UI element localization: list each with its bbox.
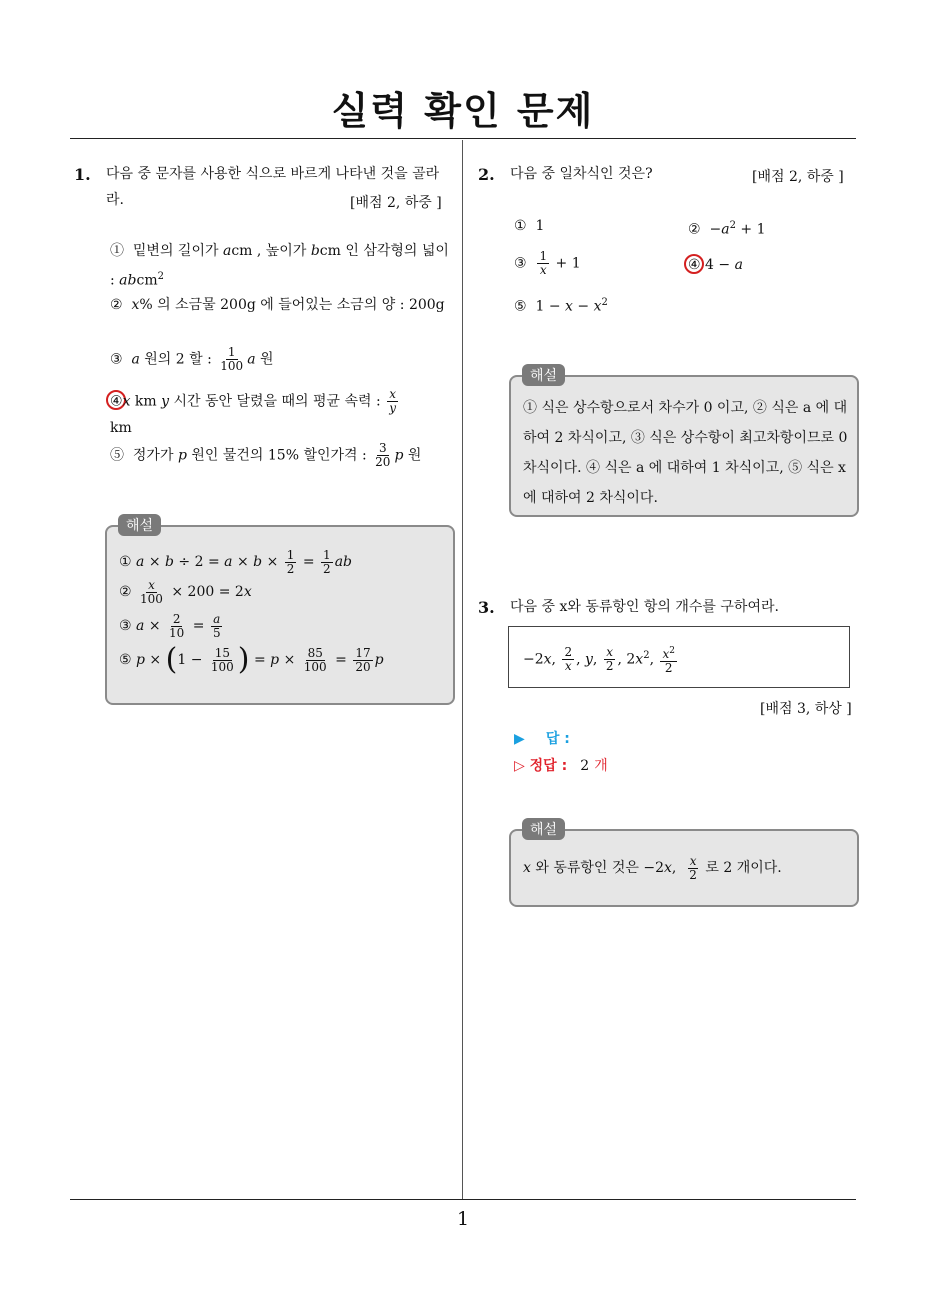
q3-correct-unit: 개: [594, 758, 608, 774]
q1-number: 1.: [74, 165, 91, 184]
choice-mark: ⑤: [514, 298, 527, 315]
page-number: 1: [456, 1208, 470, 1230]
choice-mark: ①: [110, 243, 124, 259]
q3-correct-value: 2: [580, 758, 590, 774]
page-title: 실력 확인 문제: [331, 89, 595, 133]
q1-expl-line-3: ③ a × $\frac{2}{10}$ = $\frac{a}{5}$: [119, 611, 221, 640]
q3-correct-label: ▷ 정답 :: [514, 758, 568, 774]
fraction: $\frac{3}{20}$: [375, 441, 391, 469]
column-divider: [462, 140, 463, 1200]
q2-explanation-tag: 해설: [522, 364, 565, 386]
q2-explanation-box: [509, 375, 859, 517]
choice-mark: ④: [688, 257, 701, 273]
q3-number: 3.: [478, 598, 495, 617]
choice-mark: ⑤: [110, 447, 124, 464]
q3-score: [배점 3, 하상 ]: [760, 701, 852, 717]
choice-mark: ②: [688, 221, 701, 238]
q1-choice-1[interactable]: ① 밑변의 길이가 acm , 높이가 bcm 인 삼각형의 넓이 : abcm$^2$: [110, 243, 449, 289]
q3-explanation-tag: 해설: [522, 818, 565, 840]
q3-answer-row[interactable]: [514, 728, 570, 748]
q3-answer-label: 답 :: [545, 731, 570, 747]
q1-choice-2[interactable]: ② x% 의 소금물 200g 에 들어있는 소금의 양 : 200g: [110, 297, 445, 313]
choice-mark: ①: [514, 218, 527, 234]
q1-explanation-box: [105, 525, 455, 705]
q1-expl-line-4: ⑤ p × (1 − $\frac{15}{100}$ ) = p × $\frac{85}{100}$ = $\frac{17}{20}$ p: [119, 642, 384, 677]
fraction: $\frac{1}{100}$: [220, 345, 244, 373]
play-arrow-icon: ▶: [514, 731, 525, 747]
q1-expl-line-2: ② $\frac{x}{100}$ × 200 = 2x: [119, 577, 252, 606]
q1-choice-4[interactable]: ④x km y 시간 동안 달렸을 때의 평균 속력 : $\frac{x}{y}$ km: [110, 387, 396, 436]
q1-choice-5[interactable]: ⑤ 정가가 p 원인 물건의 15% 할인가격 : $\frac{3}{20}$ p 원: [110, 441, 422, 469]
choice-mark: ③: [110, 351, 123, 368]
footer-rule: [70, 1199, 856, 1200]
choice-mark: ②: [110, 297, 123, 313]
q3-explanation-box: [509, 829, 859, 907]
choice-mark: ③: [514, 255, 527, 272]
q3-correct-row: [514, 755, 608, 775]
q2-choice-1[interactable]: ① 1: [514, 218, 545, 234]
q2-choice-5[interactable]: ⑤ $1 - x - x^2$: [514, 297, 608, 315]
q1-choice-3[interactable]: ③ a 원의 2 할 : $\frac{1}{100}$ a 원: [110, 345, 274, 373]
q1-expl-line-1: ① a × b ÷ 2 = a × b × $\frac{1}{2}$ = $\frac{1}{2}$ ab: [119, 547, 352, 576]
q2-score: [배점 2, 하중 ]: [752, 169, 844, 185]
q2-number: 2.: [478, 165, 495, 184]
q1-question: 다음 중 문자를 사용한 식으로 바르게 나타낸 것을 골라라.: [106, 166, 440, 208]
q2-choice-4[interactable]: ④ 4 − a: [688, 257, 743, 273]
q2-choice-2[interactable]: ② $-a^2 + 1$: [688, 220, 766, 238]
title-rule: [70, 138, 856, 139]
choice-mark: ④: [110, 393, 123, 410]
fraction: $\frac{x}{y}$: [389, 387, 396, 415]
q3-question: 다음 중 x와 동류항인 항의 개수를 구하여라.: [510, 599, 779, 615]
q2-choice-3[interactable]: ③ $\frac{1}{x}$ + 1: [514, 249, 581, 277]
q3-explanation-text: x 와 동류항인 것은 −2x, $\frac{x}{2}$ 로 2 개이다.: [523, 853, 782, 882]
q3-terms-box: [508, 626, 850, 688]
q2-question: 다음 중 일차식인 것은?: [510, 166, 653, 182]
q1-explanation-tag: 해설: [118, 514, 161, 536]
q2-explanation-text: ① 식은 상수항으로서 차수가 0 이고, ② 식은 a 에 대하여 2 차식이고, ③ 식은 상수항이 최고차항이므로 0 차식이다. ④ 식은 a 에 대하여 1 차식이고, ⑤ 식은 x 에 대하여 2 차식이다.: [523, 400, 848, 506]
q1-score: [배점 2, 하중 ]: [350, 195, 442, 211]
q3-terms: −2x, $\frac{2}{x}$ , y, $\frac{x}{2}$ , $2x^2$, $\frac{x^2}{2}$: [523, 645, 675, 675]
